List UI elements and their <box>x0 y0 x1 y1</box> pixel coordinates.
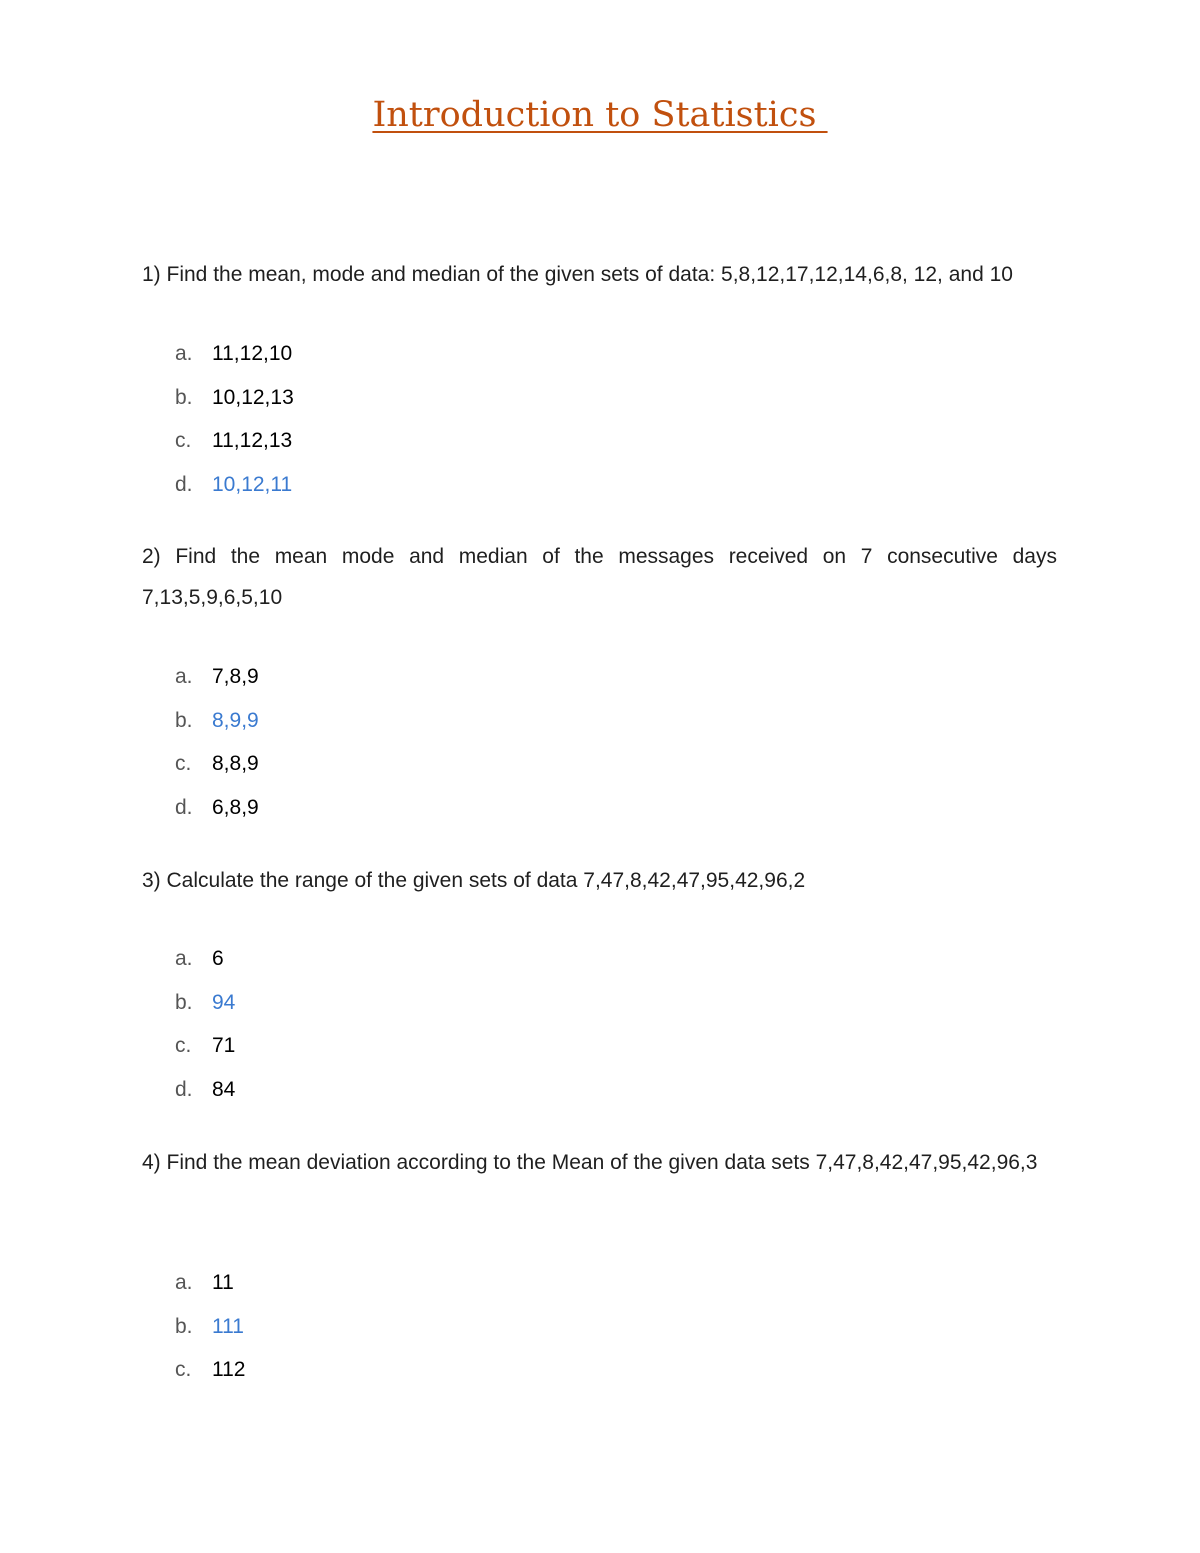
question-3-option-b <box>175 981 235 1025</box>
question-4-option-b <box>175 1305 245 1349</box>
option-letter: a. <box>175 665 193 688</box>
page-title <box>0 94 1200 136</box>
option-letter: b. <box>175 385 193 409</box>
question-2-text: 2) Find the mean mode and median of the messages received on 7 consecutive days 7,13,5,9,6,5,10 <box>142 545 1057 609</box>
option-value-correct: 8,9,9 <box>212 708 259 732</box>
option-value-correct: 94 <box>212 990 236 1014</box>
option-letter: c. <box>175 429 192 452</box>
option-letter: d. <box>175 1077 193 1101</box>
option-value-correct: 111 <box>212 1314 244 1338</box>
question-1-option-d <box>175 463 294 507</box>
option-letter: a. <box>175 947 193 970</box>
option-value: 84 <box>212 1077 236 1101</box>
option-value: 71 <box>212 1034 236 1057</box>
option-value: 11,12,10 <box>212 342 293 365</box>
option-value: 10,12,13 <box>212 385 294 409</box>
question-4-option-c <box>175 1348 245 1392</box>
question-2-options <box>175 655 259 829</box>
question-3-option-d <box>175 1068 235 1112</box>
option-letter: c. <box>175 752 192 775</box>
question-2-option-a <box>175 655 259 699</box>
question-3-option-a <box>175 937 235 981</box>
option-value: 6 <box>212 947 224 970</box>
question-2-option-d <box>175 786 259 830</box>
question-1-option-c <box>175 419 294 463</box>
option-letter: a. <box>175 342 193 365</box>
option-letter: d. <box>175 472 193 496</box>
option-letter: c. <box>175 1358 192 1381</box>
question-1-option-b <box>175 376 294 420</box>
question-4-options <box>175 1261 245 1392</box>
question-3-option-c <box>175 1024 235 1068</box>
option-value: 11 <box>212 1271 234 1294</box>
question-3-options <box>175 937 235 1111</box>
question-3-text: 3) Calculate the range of the given sets of data 7,47,8,42,47,95,42,96,2 <box>142 869 806 892</box>
question-1-options <box>175 332 294 506</box>
question-4-text: 4) Find the mean deviation according to the Mean of the given data sets 7,47,8,42,47,95,42,96,3 <box>142 1151 1038 1174</box>
option-letter: b. <box>175 990 193 1014</box>
option-letter: b. <box>175 708 193 732</box>
option-letter: d. <box>175 795 193 819</box>
page-title-text: Introduction to Statistics <box>372 95 828 135</box>
option-letter: b. <box>175 1314 193 1338</box>
option-letter: c. <box>175 1034 192 1057</box>
question-2-option-c <box>175 742 259 786</box>
option-value: 8,8,9 <box>212 752 259 775</box>
option-value-correct: 10,12,11 <box>212 472 293 496</box>
question-2-option-b <box>175 699 259 743</box>
option-letter: a. <box>175 1271 193 1294</box>
option-value: 112 <box>212 1358 246 1381</box>
question-1-text: 1) Find the mean, mode and median of the given sets of data: 5,8,12,17,12,14,6,8, 12, and 10 <box>142 263 1013 286</box>
question-4-option-a <box>175 1261 245 1305</box>
option-value: 7,8,9 <box>212 665 259 688</box>
question-1-option-a <box>175 332 294 376</box>
option-value: 6,8,9 <box>212 795 259 819</box>
option-value: 11,12,13 <box>212 429 293 452</box>
